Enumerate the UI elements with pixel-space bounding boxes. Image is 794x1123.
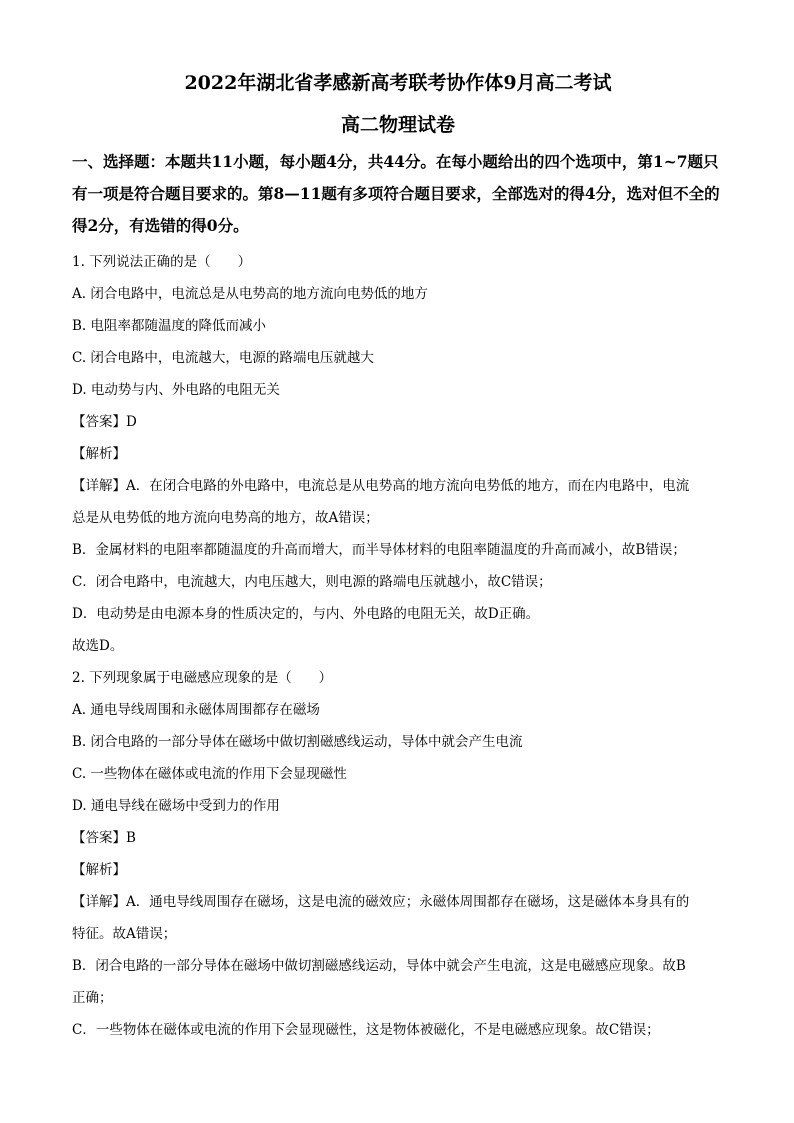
exam-subtitle: 高二物理试卷 bbox=[340, 114, 455, 136]
option-d: D. 电动势与内、外电路的电阻无关 bbox=[72, 382, 280, 398]
analysis-label: 【解析】 bbox=[72, 446, 126, 462]
detail-line: C．一些物体在磁体或电流的作用下会显现磁性，这是物体被磁化，不是电磁感应现象。故C错误； bbox=[72, 1022, 660, 1038]
analysis-label: 【解析】 bbox=[72, 862, 126, 878]
detail-line: 【详解】A．通电导线周围存在磁场，这是电流的磁效应；永磁体周围都存在磁场，这是磁体本身具有的 bbox=[72, 894, 690, 910]
option-a: A. 通电导线周围和永磁体周围都存在磁场 bbox=[72, 702, 320, 718]
question-stem: 2. 下列现象属于电磁感应现象的是（ ） bbox=[72, 670, 333, 686]
question-2 bbox=[72, 662, 724, 1046]
section-instructions: 一、选择题：本题共11小题，每小题4分，共44分。在每小题给出的四个选项中，第1~7题只有一项是符合题目要求的。第8—11题有多项符合题目要求，全部选对的得4分，选对但不全的得2分，有选错的得0分。 bbox=[72, 152, 720, 235]
option-b: B. 电阻率都随温度的降低而减小 bbox=[72, 318, 267, 334]
conclusion-line: 故选D。 bbox=[72, 638, 124, 654]
detail-line: 总是从电势低的地方流向电势高的地方，故A错误； bbox=[72, 510, 379, 526]
question-stem: 1. 下列说法正确的是（ ） bbox=[72, 254, 252, 270]
detail-line: B．闭合电路的一部分导体在磁场中做切割磁感线运动，导体中就会产生电流，这是电磁感应现象。故B bbox=[72, 958, 686, 974]
detail-line: 正确； bbox=[72, 990, 113, 1006]
option-b: B. 闭合电路的一部分导体在磁场中做切割磁感线运动，导体中就会产生电流 bbox=[72, 734, 523, 750]
question-1 bbox=[72, 246, 724, 662]
exam-title: 2022年湖北省孝感新高考联考协作体9月高二考试 bbox=[184, 72, 612, 94]
detail-line: D．电动势是由电源本身的性质决定的，与内、外电路的电阻无关，故D正确。 bbox=[72, 606, 540, 622]
answer-line: 【答案】B bbox=[72, 830, 136, 846]
detail-line: 【详解】A．在闭合电路的外电路中，电流总是从电势高的地方流向电势低的地方，而在内电路中，电流 bbox=[72, 478, 690, 494]
detail-line: B．金属材料的电阻率都随温度的升高而增大，而半导体材料的电阻率随温度的升高而减小，故B错误； bbox=[72, 542, 686, 558]
detail-line: 特征。故A错误； bbox=[72, 926, 177, 942]
answer-line: 【答案】D bbox=[72, 414, 137, 430]
option-c: C. 一些物体在磁体或电流的作用下会显现磁性 bbox=[72, 766, 347, 782]
option-d: D. 通电导线在磁场中受到力的作用 bbox=[72, 798, 280, 814]
detail-line: C．闭合电路中，电流越大，内电压越大，则电源的路端电压就越小，故C错误； bbox=[72, 574, 552, 590]
option-c: C. 闭合电路中，电流越大，电源的路端电压就越大 bbox=[72, 350, 374, 366]
option-a: A. 闭合电路中，电流总是从电势高的地方流向电势低的地方 bbox=[72, 286, 428, 302]
